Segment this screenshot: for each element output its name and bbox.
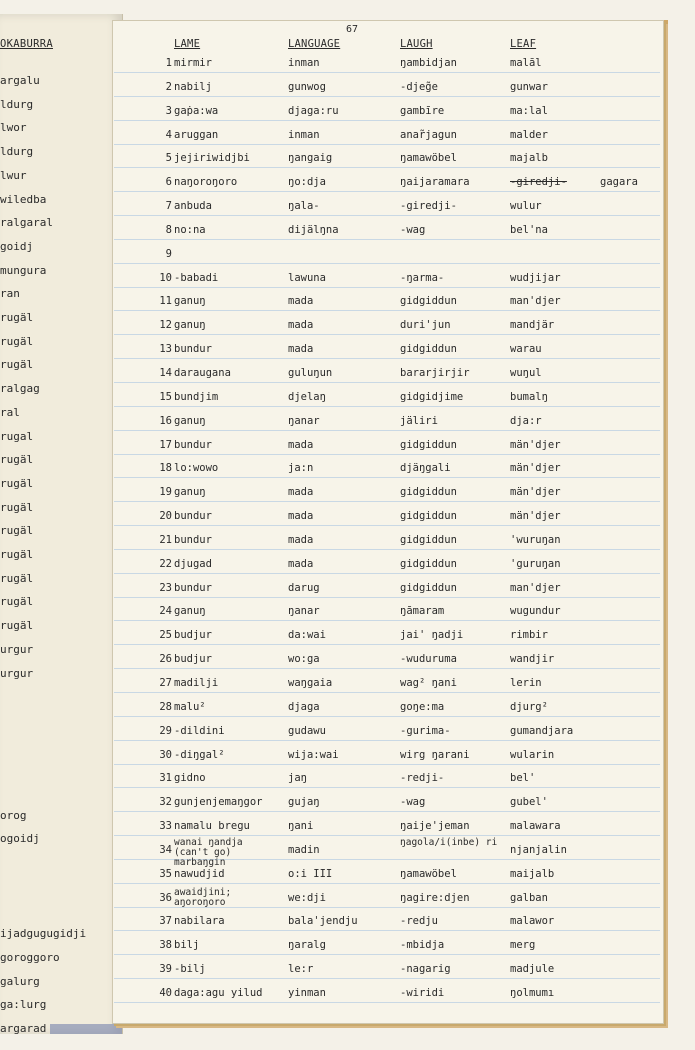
row-number: 23 xyxy=(159,582,172,594)
leaf-word: merg xyxy=(510,939,536,951)
leaf-word: män'djer xyxy=(510,486,561,498)
laugh-word: -mbidja xyxy=(400,939,445,951)
leaf-word: man'djer xyxy=(510,582,561,594)
left-page-word: rugäl xyxy=(0,524,34,538)
leaf-word: män'djer xyxy=(510,439,561,451)
leaf-word: män'djer xyxy=(510,462,561,474)
row-number: 33 xyxy=(159,820,172,832)
table-row xyxy=(0,439,695,459)
left-page-word: rugäl xyxy=(0,358,34,372)
left-page-word: rugäl xyxy=(0,500,34,514)
laugh-word: gambīre xyxy=(400,105,445,117)
leaf-word: malder xyxy=(510,129,548,141)
leaf-word: män'djer xyxy=(510,510,561,522)
left-page-word: goroggoro xyxy=(0,950,60,964)
left-page-word: rugäl xyxy=(0,571,34,585)
row-number: 38 xyxy=(159,939,172,951)
laugh-word: -redju xyxy=(400,915,438,927)
laugh-word: -wiridi xyxy=(400,987,445,999)
laugh-word: gidgiddun xyxy=(400,486,457,498)
language-word: wija:wai xyxy=(288,749,339,761)
left-page-word: rugäl xyxy=(0,476,34,490)
left-page-word: rugäl xyxy=(0,595,34,609)
lame-word: ganuŋ xyxy=(174,605,206,617)
leaf-word: madjule xyxy=(510,963,555,975)
leaf-word: ma:lal xyxy=(510,105,548,117)
row-number: 21 xyxy=(159,534,172,546)
table-row xyxy=(0,534,695,554)
leaf-word: njanjalin xyxy=(510,844,567,856)
left-page-word: rugäl xyxy=(0,619,34,633)
lame-word: ganuŋ xyxy=(174,415,206,427)
row-number: 31 xyxy=(159,772,172,784)
laugh-word: djäŋgali xyxy=(400,462,451,474)
lame-word: nawudjid xyxy=(174,868,225,880)
left-page-word: ralgaral xyxy=(0,216,53,230)
left-page-word: ral xyxy=(0,405,20,419)
lame-word: malu² xyxy=(174,701,206,713)
header-language: LANGUAGE xyxy=(288,38,341,50)
laugh-word: -wag xyxy=(400,224,426,236)
left-page-word: lwor xyxy=(0,121,27,135)
left-page-word: ralgag xyxy=(0,382,40,396)
row-number: 19 xyxy=(159,486,172,498)
table-row xyxy=(0,772,695,792)
language-word: lawuna xyxy=(288,272,326,284)
table-row xyxy=(0,820,695,840)
laugh-word: anar̃jagun xyxy=(400,129,457,141)
language-word: ŋanar xyxy=(288,415,320,427)
language-word: mada xyxy=(288,558,314,570)
laugh-word: wirg ŋarani xyxy=(400,749,470,761)
table-row xyxy=(0,629,695,649)
leaf-word: gumandjara xyxy=(510,725,574,737)
binder-strip xyxy=(50,1024,122,1034)
leaf-word: 'guruŋan xyxy=(510,558,561,570)
row-number: 2 xyxy=(165,81,172,93)
laugh-word: gidgiddun xyxy=(400,558,457,570)
table-row xyxy=(0,796,695,816)
leaf-word: warau xyxy=(510,343,542,355)
left-page-word: ldurg xyxy=(0,145,34,159)
leaf-word: rimbir xyxy=(510,629,548,641)
lame-word: madilji xyxy=(174,677,219,689)
table-row xyxy=(0,129,695,149)
language-word: guluŋun xyxy=(288,367,333,379)
table-row xyxy=(0,200,695,220)
row-number: 8 xyxy=(165,224,172,236)
row-number: 7 xyxy=(165,200,172,212)
table-row xyxy=(0,605,695,625)
laugh-word: -ŋarma- xyxy=(400,272,445,284)
laugh-word: -wuduruma xyxy=(400,653,457,665)
left-page-word: ga:lurg xyxy=(0,998,47,1012)
row-number: 36 xyxy=(159,892,172,904)
language-word: ŋangaig xyxy=(288,152,333,164)
laugh-word: ŋambidjan xyxy=(400,57,457,69)
laugh-word: wag² ŋani xyxy=(400,677,457,689)
laugh-word: -gurima- xyxy=(400,725,451,737)
language-word: mada xyxy=(288,534,314,546)
table-row xyxy=(0,582,695,602)
table-row xyxy=(0,343,695,363)
header-leaf: LEAF xyxy=(510,38,537,50)
row-number: 6 xyxy=(165,176,172,188)
table-row xyxy=(0,939,695,959)
lame-word: anbuda xyxy=(174,200,212,212)
laugh-word: gidgiddun xyxy=(400,582,457,594)
language-word: mada xyxy=(288,319,314,331)
table-row xyxy=(0,749,695,769)
language-word: inman xyxy=(288,129,320,141)
row-number: 1 xyxy=(165,57,172,69)
language-word: djelaŋ xyxy=(288,391,326,403)
table-row xyxy=(0,57,695,77)
row-number: 15 xyxy=(159,391,172,403)
left-page-header: OKABURRA xyxy=(0,38,53,50)
leaf-word: wularin xyxy=(510,749,555,761)
row-number: 29 xyxy=(159,725,172,737)
laugh-word: jäliri xyxy=(400,415,438,427)
lame-word: djugad xyxy=(174,558,212,570)
table-row xyxy=(0,81,695,101)
language-word: mada xyxy=(288,510,314,522)
leaf-word: djurg² xyxy=(510,701,548,713)
leaf-word: wandjir xyxy=(510,653,555,665)
leaf-word: mandjär xyxy=(510,319,555,331)
row-number: 13 xyxy=(159,343,172,355)
leaf-word: malawor xyxy=(510,915,555,927)
leaf-word: gubel' xyxy=(510,796,548,808)
laugh-word: duri'jun xyxy=(400,319,451,331)
row-number: 18 xyxy=(159,462,172,474)
language-word: ŋala- xyxy=(288,200,320,212)
row-number: 27 xyxy=(159,677,172,689)
language-word: mada xyxy=(288,486,314,498)
leaf-word: wulur xyxy=(510,200,542,212)
lame-word: darauganа xyxy=(174,367,231,379)
laugh-word: -nagarig xyxy=(400,963,451,975)
leaf-word: man'djer xyxy=(510,295,561,307)
language-word: bala'jendju xyxy=(288,915,358,927)
left-page-word: wiledba xyxy=(0,192,47,206)
laugh-word: gidgidjime xyxy=(400,391,464,403)
lame-word: ganuŋ xyxy=(174,486,206,498)
laugh-word: ŋagola/i(inbe) ri xyxy=(400,837,498,848)
laugh-word: ŋamawöbel xyxy=(400,868,457,880)
left-page-word: rugäl xyxy=(0,311,34,324)
table-row xyxy=(0,391,695,411)
laugh-word: -djeg̃e xyxy=(400,81,438,93)
row-number: 17 xyxy=(159,439,172,451)
lame-word: gunjenjemaŋgor xyxy=(174,796,263,808)
left-page-word: orog xyxy=(0,808,27,822)
laugh-word: gidgiddun xyxy=(400,295,457,307)
left-page-word: rugäl xyxy=(0,453,34,467)
row-number: 24 xyxy=(159,605,172,617)
lame-word: budjur xyxy=(174,653,212,665)
laugh-word: gidgiddun xyxy=(400,343,457,355)
lame-word: -babadi xyxy=(174,272,219,284)
language-word: yinman xyxy=(288,987,326,999)
lame-word: mirmir xyxy=(174,57,212,69)
lame-word: -dildini xyxy=(174,725,225,737)
language-word: ŋanar xyxy=(288,605,320,617)
laugh-word: bararjirjir xyxy=(400,367,470,379)
left-page-word: rugäl xyxy=(0,334,34,348)
left-page-word: urgur xyxy=(0,666,34,680)
laugh-word: jai' ŋadji xyxy=(400,629,464,641)
table-row xyxy=(0,677,695,697)
language-word: ŋo:dja xyxy=(288,176,326,188)
language-word: ŋaralg xyxy=(288,939,326,951)
row-number: 14 xyxy=(159,367,172,379)
row-number: 28 xyxy=(159,701,172,713)
lame-word: bundjim xyxy=(174,391,219,403)
table-row xyxy=(0,653,695,673)
page-number: 67 xyxy=(346,24,359,35)
table-row xyxy=(0,915,695,935)
left-page-word: rugal xyxy=(0,429,34,443)
table-row xyxy=(0,725,695,745)
left-page-word: goidj xyxy=(0,239,34,253)
table-row xyxy=(0,295,695,315)
lame-word: no:na xyxy=(174,224,206,236)
language-word: o:i III xyxy=(288,868,333,880)
table-row xyxy=(0,152,695,172)
leaf-word: lerin xyxy=(510,677,542,689)
leaf-word: wugundur xyxy=(510,605,561,617)
laugh-word: -redji- xyxy=(400,772,445,784)
language-word: jaŋ xyxy=(288,772,307,784)
laugh-word: ŋaijaramara xyxy=(400,176,470,188)
laugh-word: gidgiddun xyxy=(400,439,457,451)
left-page-word: urgur xyxy=(0,642,34,656)
row-number: 39 xyxy=(159,963,172,975)
header-laugh: LAUGH xyxy=(400,38,433,50)
language-word: da:wai xyxy=(288,629,326,641)
left-page-word: mungura xyxy=(0,263,47,277)
left-page-word: lwur xyxy=(0,168,27,182)
leaf-word: malawara xyxy=(510,820,561,832)
table-row xyxy=(0,462,695,482)
row-number: 9 xyxy=(165,248,172,260)
lame-word: bundur xyxy=(174,534,212,546)
lame-word: naŋoroŋoro xyxy=(174,176,238,188)
table-row xyxy=(0,987,695,1007)
lame-word: bundur xyxy=(174,582,212,594)
language-word: gunwog xyxy=(288,81,326,93)
table-row xyxy=(0,510,695,530)
table-row xyxy=(0,105,695,125)
lame-word: lo:wowo xyxy=(174,462,219,474)
row-number: 11 xyxy=(159,295,172,307)
language-word: wo:ga xyxy=(288,653,320,665)
row-number: 3 xyxy=(165,105,172,117)
language-word: mada xyxy=(288,439,314,451)
language-word: gujaŋ xyxy=(288,796,320,808)
lame-word: bundur xyxy=(174,343,212,355)
row-number: 25 xyxy=(159,629,172,641)
row-number: 5 xyxy=(165,152,172,164)
leaf-word: wuŋul xyxy=(510,367,542,379)
leaf-word: gunwar xyxy=(510,81,548,93)
lame-word: namalu bregu xyxy=(174,820,250,832)
row-number: 10 xyxy=(159,272,172,284)
leaf-word: wudjijar xyxy=(510,272,561,284)
row-number: 12 xyxy=(159,319,172,331)
left-page-word: ldurg xyxy=(0,97,34,111)
language-word: ŋani xyxy=(288,820,314,832)
leaf-word: 'wuruŋan xyxy=(510,534,561,546)
language-word: inman xyxy=(288,57,320,69)
laugh-word: ŋaije'jeman xyxy=(400,820,470,832)
table-row xyxy=(0,248,695,268)
lame-word: wanai ŋandja (can't go) marbaŋgin xyxy=(174,837,243,868)
laugh-word: -wag xyxy=(400,796,426,808)
table-row xyxy=(0,319,695,339)
laugh-word: gidgiddun xyxy=(400,534,457,546)
lame-word: aruggan xyxy=(174,129,219,141)
language-word: djaga:ru xyxy=(288,105,339,117)
row-number: 40 xyxy=(159,987,172,999)
leaf-word: bel' xyxy=(510,772,536,784)
language-word: madin xyxy=(288,844,320,856)
row-number: 37 xyxy=(159,915,172,927)
lame-word: nabilara xyxy=(174,915,225,927)
leaf-word: malāl xyxy=(510,57,542,69)
leaf-word: bumalŋ xyxy=(510,391,548,403)
language-word: waŋgaia xyxy=(288,677,333,689)
leaf-word: -giredji- xyxy=(510,176,567,188)
table-row xyxy=(0,558,695,578)
language-word: gudawu xyxy=(288,725,326,737)
language-word: ja:n xyxy=(288,462,314,474)
row-number: 16 xyxy=(159,415,172,427)
left-page-word: argalu xyxy=(0,74,40,87)
leaf-word: dja:r xyxy=(510,415,542,427)
row-number: 35 xyxy=(159,868,172,880)
language-word: le:r xyxy=(288,963,314,975)
table-row xyxy=(0,963,695,983)
language-word: mada xyxy=(288,295,314,307)
laugh-word: -giredji- xyxy=(400,200,457,212)
lame-word: awaidjini; aŋoroŋoro xyxy=(174,887,232,908)
laugh-word: ŋāmaram xyxy=(400,605,445,617)
row-number: 26 xyxy=(159,653,172,665)
lame-word: ganuŋ xyxy=(174,295,206,307)
row-number: 4 xyxy=(165,129,172,141)
table-row xyxy=(0,701,695,721)
table-row xyxy=(0,887,695,912)
language-word: mada xyxy=(288,343,314,355)
lame-word: jejiriwidjbi xyxy=(174,152,250,164)
lame-word: daga:agu yilud xyxy=(174,987,263,999)
lame-word: bilj xyxy=(174,939,200,951)
left-page-word: rugäl xyxy=(0,548,34,561)
lame-word: -diŋgal² xyxy=(174,749,225,761)
leaf-word: ŋolmumı xyxy=(510,987,555,999)
leaf-word: bel'na xyxy=(510,224,548,236)
table-row xyxy=(0,176,695,196)
header-lame: LAME xyxy=(174,38,201,50)
lame-word: bundur xyxy=(174,510,212,522)
table-row xyxy=(0,868,695,888)
leaf-word: galban xyxy=(510,892,548,904)
lame-word: -bilj xyxy=(174,963,206,975)
table-row xyxy=(0,415,695,435)
table-row xyxy=(0,224,695,244)
left-page-word: galurg xyxy=(0,974,40,988)
row-number: 22 xyxy=(159,558,172,570)
lame-word: gaṗa:wa xyxy=(174,105,219,117)
row-number: 34 xyxy=(159,844,172,856)
row-number: 32 xyxy=(159,796,172,808)
extra-note: gagara xyxy=(600,176,638,188)
leaf-word: majalb xyxy=(510,152,548,164)
row-number: 20 xyxy=(159,510,172,522)
left-page-word: ijadgugugidji xyxy=(0,927,87,941)
table-row xyxy=(0,272,695,292)
laugh-word: ŋamawöbel xyxy=(400,152,457,164)
left-page-word: ran xyxy=(0,287,20,301)
left-page-word: ogoidj xyxy=(0,832,40,846)
lame-word: bundur xyxy=(174,439,212,451)
row-number: 30 xyxy=(159,749,172,761)
lame-word: nabilj xyxy=(174,81,212,93)
leaf-word: maijalb xyxy=(510,868,555,880)
table-row xyxy=(0,486,695,506)
table-row xyxy=(0,367,695,387)
laugh-word: goŋe:ma xyxy=(400,701,445,713)
lame-word: budjur xyxy=(174,629,212,641)
left-page-word: argarad xyxy=(0,1022,47,1034)
laugh-word: gidgiddun xyxy=(400,510,457,522)
lame-word: gidno xyxy=(174,772,206,784)
language-word: darug xyxy=(288,582,320,594)
lame-word: ganuŋ xyxy=(174,319,206,331)
language-word: we:dji xyxy=(288,892,326,904)
language-word: djaga xyxy=(288,701,320,713)
laugh-word: ŋagire:djen xyxy=(400,892,470,904)
language-word: dijälŋna xyxy=(288,224,339,236)
